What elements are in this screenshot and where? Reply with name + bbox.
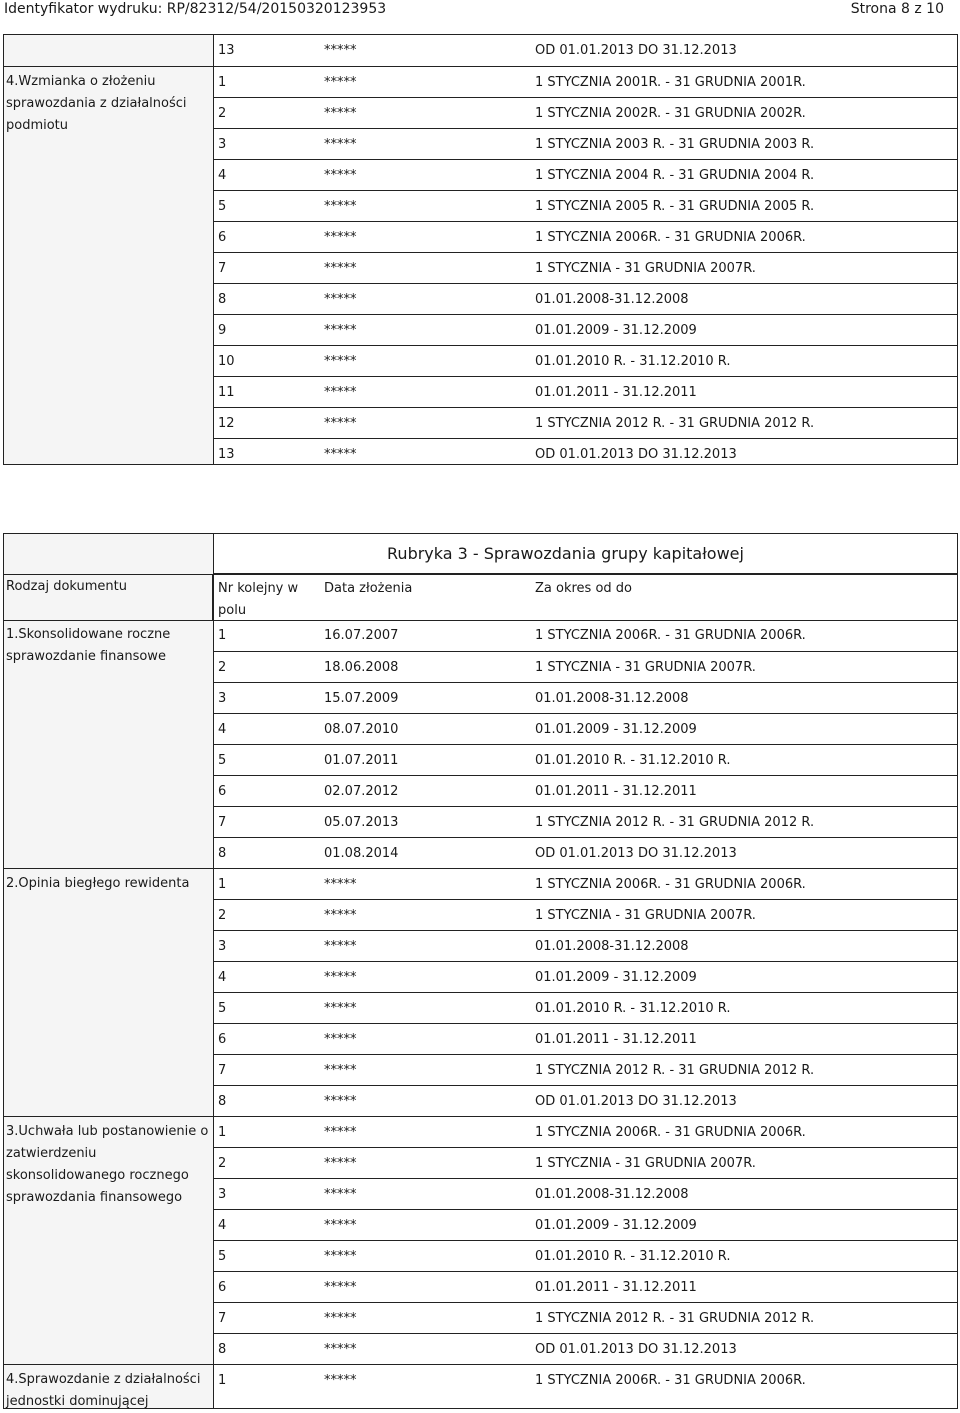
row-number: 5	[218, 1001, 227, 1016]
row-number: 3	[218, 1187, 227, 1202]
row-period: 1 STYCZNIA 2012 R. - 31 GRUDNIA 2012 R.	[535, 815, 815, 830]
row-number: 7	[218, 815, 227, 830]
row-number: 3	[218, 137, 227, 152]
table-row	[214, 1116, 957, 1147]
table-row	[214, 1209, 957, 1240]
table-row	[214, 1085, 957, 1116]
row-period: 01.01.2010 R. - 31.12.2010 R.	[535, 354, 731, 369]
table-row	[214, 806, 957, 837]
row-number: 6	[218, 1280, 227, 1295]
row-number: 5	[218, 753, 227, 768]
row-date: *****	[324, 1249, 357, 1264]
row-date: *****	[324, 1094, 357, 1109]
table-row	[214, 1178, 957, 1209]
table-row	[214, 1302, 957, 1333]
row-date: *****	[324, 1187, 357, 1202]
column-header-nr: Nr kolejny w polu	[218, 581, 299, 618]
row-date: *****	[324, 199, 357, 214]
table-row	[214, 1333, 957, 1364]
table-row	[214, 961, 957, 992]
row-period: 01.01.2011 - 31.12.2011	[535, 784, 697, 799]
row-number: 8	[218, 292, 227, 307]
row-date: *****	[324, 292, 357, 307]
row-number: 10	[218, 354, 235, 369]
row-period: OD 01.01.2013 DO 31.12.2013	[535, 1094, 737, 1109]
row-period: 1 STYCZNIA 2012 R. - 31 GRUDNIA 2012 R.	[535, 1063, 815, 1078]
row-period: 01.01.2009 - 31.12.2009	[535, 323, 697, 338]
row-number: 1	[218, 1125, 227, 1140]
row-date: *****	[324, 230, 357, 245]
rubryka3-table	[3, 533, 958, 1409]
row-number: 2	[218, 908, 227, 923]
row-period: 1 STYCZNIA 2006R. - 31 GRUDNIA 2006R.	[535, 877, 806, 892]
column-header-doc-type: Rodzaj dokumentu	[4, 574, 213, 620]
table-row	[214, 66, 957, 97]
row-date: *****	[324, 43, 357, 58]
row-period: 1 STYCZNIA - 31 GRUDNIA 2007R.	[535, 660, 756, 675]
row-date: 02.07.2012	[324, 784, 399, 799]
row-period: 01.01.2009 - 31.12.2009	[535, 722, 697, 737]
row-date: *****	[324, 970, 357, 985]
table-row	[214, 159, 957, 190]
row-date: *****	[324, 261, 357, 276]
row-period: OD 01.01.2013 DO 31.12.2013	[535, 447, 737, 462]
row-period: 01.01.2008-31.12.2008	[535, 691, 689, 706]
group-label: 4.Wzmianka o złożeniu sprawozdania z działalności podmiotu	[4, 66, 213, 469]
group-label: 2.Opinia biegłego rewidenta	[4, 868, 213, 1116]
row-number: 7	[218, 1063, 227, 1078]
table-row	[214, 438, 957, 469]
row-period: 1 STYCZNIA - 31 GRUDNIA 2007R.	[535, 261, 756, 276]
row-period: 1 STYCZNIA 2006R. - 31 GRUDNIA 2006R.	[535, 230, 806, 245]
row-period: 1 STYCZNIA 2001R. - 31 GRUDNIA 2001R.	[535, 75, 806, 90]
row-number: 4	[218, 168, 227, 183]
row-date: *****	[324, 1001, 357, 1016]
row-date: *****	[324, 75, 357, 90]
table-row	[214, 314, 957, 345]
table-row	[214, 35, 957, 66]
table-row	[214, 1271, 957, 1302]
table-row	[214, 1054, 957, 1085]
row-number: 7	[218, 1311, 227, 1326]
row-number: 13	[218, 43, 235, 58]
row-period: 1 STYCZNIA 2006R. - 31 GRUDNIA 2006R.	[535, 628, 806, 643]
row-number: 8	[218, 1342, 227, 1357]
row-period: 01.01.2010 R. - 31.12.2010 R.	[535, 1249, 731, 1264]
row-number: 8	[218, 1094, 227, 1109]
row-period: 1 STYCZNIA 2002R. - 31 GRUDNIA 2002R.	[535, 106, 806, 121]
row-date: *****	[324, 939, 357, 954]
row-period: OD 01.01.2013 DO 31.12.2013	[535, 43, 737, 58]
row-number: 7	[218, 261, 227, 276]
row-date: *****	[324, 1311, 357, 1326]
section1-table	[3, 34, 958, 465]
row-number: 6	[218, 1032, 227, 1047]
row-date: *****	[324, 106, 357, 121]
row-period: 01.01.2009 - 31.12.2009	[535, 1218, 697, 1233]
row-period: 01.01.2008-31.12.2008	[535, 292, 689, 307]
row-period: 1 STYCZNIA 2004 R. - 31 GRUDNIA 2004 R.	[535, 168, 815, 183]
row-number: 12	[218, 416, 235, 431]
row-period: OD 01.01.2013 DO 31.12.2013	[535, 846, 737, 861]
page-header-id: Identyfikator wydruku: RP/82312/54/20150320123953	[4, 1, 387, 17]
row-period: 01.01.2011 - 31.12.2011	[535, 385, 697, 400]
table-row	[214, 682, 957, 713]
row-date: *****	[324, 385, 357, 400]
column-header-period: Za okres od do	[535, 581, 632, 596]
row-number: 2	[218, 1156, 227, 1171]
row-period: 1 STYCZNIA 2006R. - 31 GRUDNIA 2006R.	[535, 1373, 806, 1388]
table-row	[214, 930, 957, 961]
table-row	[214, 407, 957, 438]
row-number: 5	[218, 1249, 227, 1264]
row-number: 3	[218, 691, 227, 706]
row-period: 01.01.2008-31.12.2008	[535, 1187, 689, 1202]
row-period: 01.01.2010 R. - 31.12.2010 R.	[535, 753, 731, 768]
row-date: 16.07.2007	[324, 628, 399, 643]
table-row	[214, 837, 957, 868]
row-period: 1 STYCZNIA 2005 R. - 31 GRUDNIA 2005 R.	[535, 199, 815, 214]
row-number: 11	[218, 385, 235, 400]
table-row	[214, 345, 957, 376]
row-date: *****	[324, 447, 357, 462]
group-label: 3.Uchwała lub postanowienie o zatwierdzeniu skonsolidowanego rocznego sprawozdania finansowego	[4, 1116, 213, 1364]
table-row	[214, 899, 957, 930]
table-row	[214, 620, 957, 651]
row-date: *****	[324, 1125, 357, 1140]
row-period: 1 STYCZNIA - 31 GRUDNIA 2007R.	[535, 908, 756, 923]
row-number: 9	[218, 323, 227, 338]
row-number: 4	[218, 1218, 227, 1233]
table-row	[214, 128, 957, 159]
row-date: *****	[324, 168, 357, 183]
row-number: 4	[218, 722, 227, 737]
group-label: 4.Sprawozdanie z działalności jednostki dominującej	[4, 1364, 213, 1395]
column-headers	[214, 574, 957, 620]
row-date: *****	[324, 1218, 357, 1233]
row-date: *****	[324, 1373, 357, 1388]
rubryka3-title: Rubryka 3 - Sprawozdania grupy kapitałowej	[214, 534, 957, 574]
row-date: *****	[324, 323, 357, 338]
row-date: *****	[324, 354, 357, 369]
row-period: 1 STYCZNIA 2006R. - 31 GRUDNIA 2006R.	[535, 1125, 806, 1140]
row-number: 5	[218, 199, 227, 214]
row-number: 4	[218, 970, 227, 985]
row-date: 01.07.2011	[324, 753, 399, 768]
table-row	[214, 744, 957, 775]
row-period: 1 STYCZNIA 2012 R. - 31 GRUDNIA 2012 R.	[535, 416, 815, 431]
row-date: *****	[324, 137, 357, 152]
row-number: 1	[218, 75, 227, 90]
row-date: 01.08.2014	[324, 846, 399, 861]
table-row	[214, 868, 957, 899]
row-number: 1	[218, 1373, 227, 1388]
row-number: 3	[218, 939, 227, 954]
row-period: 1 STYCZNIA 2003 R. - 31 GRUDNIA 2003 R.	[535, 137, 815, 152]
row-date: *****	[324, 1280, 357, 1295]
row-date: *****	[324, 416, 357, 431]
row-period: 01.01.2011 - 31.12.2011	[535, 1032, 697, 1047]
row-number: 6	[218, 230, 227, 245]
row-period: 01.01.2009 - 31.12.2009	[535, 970, 697, 985]
table-row	[214, 221, 957, 252]
row-period: 1 STYCZNIA 2012 R. - 31 GRUDNIA 2012 R.	[535, 1311, 815, 1326]
row-period: OD 01.01.2013 DO 31.12.2013	[535, 1342, 737, 1357]
row-number: 13	[218, 447, 235, 462]
table-row	[214, 651, 957, 682]
row-date: *****	[324, 1342, 357, 1357]
row-period: 01.01.2008-31.12.2008	[535, 939, 689, 954]
row-number: 1	[218, 877, 227, 892]
table-row	[214, 1023, 957, 1054]
table-row	[214, 190, 957, 221]
row-number: 2	[218, 660, 227, 675]
row-date: *****	[324, 908, 357, 923]
table-row	[214, 252, 957, 283]
row-number: 2	[218, 106, 227, 121]
table-row	[214, 376, 957, 407]
row-number: 8	[218, 846, 227, 861]
group-label: 1.Skonsolidowane roczne sprawozdanie finansowe	[6, 627, 171, 664]
row-date: 05.07.2013	[324, 815, 399, 830]
table-row	[214, 283, 957, 314]
table-row	[214, 713, 957, 744]
column-header-date: Data złożenia	[324, 581, 413, 596]
row-date: *****	[324, 1032, 357, 1047]
table-row	[214, 775, 957, 806]
row-period: 1 STYCZNIA - 31 GRUDNIA 2007R.	[535, 1156, 756, 1171]
table-row	[214, 97, 957, 128]
page-number: Strona 8 z 10	[850, 1, 944, 17]
row-period: 01.01.2011 - 31.12.2011	[535, 1280, 697, 1295]
table-row	[214, 1364, 957, 1395]
row-date: 15.07.2009	[324, 691, 399, 706]
row-date: 18.06.2008	[324, 660, 399, 675]
row-number: 6	[218, 784, 227, 799]
row-number: 1	[218, 628, 227, 643]
row-date: *****	[324, 877, 357, 892]
row-date: *****	[324, 1156, 357, 1171]
row-date: 08.07.2010	[324, 722, 399, 737]
table-row	[214, 1240, 957, 1271]
row-date: *****	[324, 1063, 357, 1078]
table-row	[214, 992, 957, 1023]
table-row	[214, 1147, 957, 1178]
row-period: 01.01.2010 R. - 31.12.2010 R.	[535, 1001, 731, 1016]
